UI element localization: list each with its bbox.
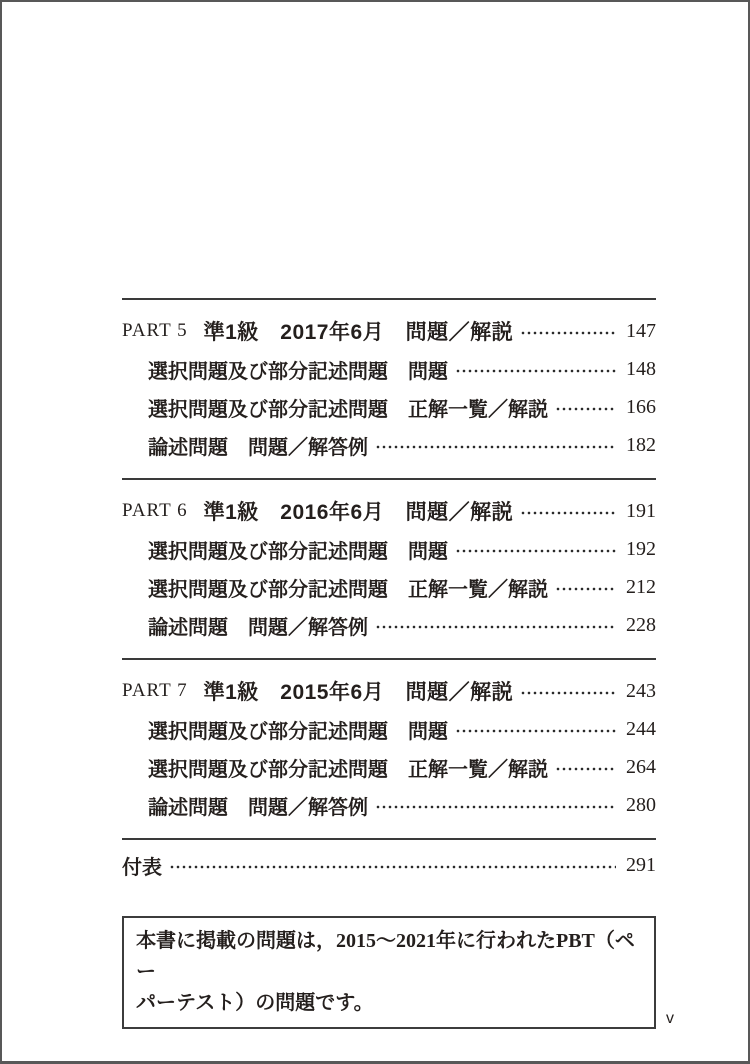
toc-part-heading: [122, 676, 656, 706]
toc-entry: [122, 534, 656, 564]
entry-label: 論述問題 問題／解答例: [148, 796, 368, 819]
toc-entry: [122, 572, 656, 602]
toc-entry: [122, 610, 656, 640]
leader-dots: [521, 511, 616, 515]
leader-dots: [456, 729, 616, 733]
leader-dots: [456, 549, 616, 553]
leader-dots: [521, 691, 616, 695]
page-ref: 147: [626, 319, 656, 342]
entry-label: 選択問題及び部分記述問題 正解一覧／解説: [148, 398, 548, 421]
toc-entry: [122, 354, 656, 384]
leader-dots: [376, 805, 616, 809]
page-ref: 244: [626, 717, 656, 740]
note-line-2: パーテスト）の問題です。: [136, 992, 374, 1014]
leader-dots: [556, 587, 616, 591]
section-divider: [122, 658, 656, 660]
leader-dots: [376, 625, 616, 629]
page-ref: 280: [626, 793, 656, 816]
note-box: [122, 916, 656, 1029]
folio-page-number: v: [666, 1010, 674, 1027]
leader-dots: [556, 767, 616, 771]
entry-label: 選択問題及び部分記述問題 正解一覧／解説: [148, 758, 548, 781]
toc-appendix-entry: [122, 850, 656, 880]
toc-part-heading: [122, 496, 656, 526]
toc-entry: [122, 790, 656, 820]
entry-label: 論述問題 問題／解答例: [148, 436, 368, 459]
part-label: PART 5: [122, 320, 188, 341]
leader-dots: [376, 445, 616, 449]
part-title: 準1級 2015年6月 問題／解説: [203, 681, 514, 704]
leader-dots: [556, 407, 616, 411]
page-ref: 182: [626, 433, 656, 456]
page-ref: 228: [626, 613, 656, 636]
toc-part-heading: [122, 316, 656, 346]
toc-entry: [122, 430, 656, 460]
section-divider: [122, 298, 656, 300]
toc-content: [2, 2, 748, 1029]
toc-section-part7: [122, 658, 656, 820]
page-ref: 243: [626, 679, 656, 702]
page-ref: 264: [626, 755, 656, 778]
part-title: 準1級 2017年6月 問題／解説: [203, 321, 514, 344]
toc-entry: [122, 714, 656, 744]
page-ref: 291: [626, 853, 656, 876]
leader-dots: [170, 865, 616, 869]
page-ref: 191: [626, 499, 656, 522]
toc-section-appendix: [122, 838, 656, 880]
page-ref: 212: [626, 575, 656, 598]
appendix-label: 付表: [122, 856, 162, 879]
section-divider: [122, 838, 656, 840]
entry-label: 選択問題及び部分記述問題 正解一覧／解説: [148, 578, 548, 601]
page-ref: 166: [626, 395, 656, 418]
part-label: PART 6: [122, 500, 188, 521]
leader-dots: [456, 369, 616, 373]
toc-section-part5: [122, 298, 656, 460]
section-divider: [122, 478, 656, 480]
note-line-1: 本書に掲載の問題は，2015～2021年に行われたPBT（ペー: [136, 930, 635, 983]
entry-label: 選択問題及び部分記述問題 問題: [148, 540, 448, 563]
page-ref: 148: [626, 357, 656, 380]
entry-label: 選択問題及び部分記述問題 問題: [148, 360, 448, 383]
entry-label: 選択問題及び部分記述問題 問題: [148, 720, 448, 743]
part-label: PART 7: [122, 680, 188, 701]
leader-dots: [521, 331, 616, 335]
toc-section-part6: [122, 478, 656, 640]
page-ref: 192: [626, 537, 656, 560]
entry-label: 論述問題 問題／解答例: [148, 616, 368, 639]
toc-entry: [122, 752, 656, 782]
part-title: 準1級 2016年6月 問題／解説: [203, 501, 514, 524]
toc-entry: [122, 392, 656, 422]
